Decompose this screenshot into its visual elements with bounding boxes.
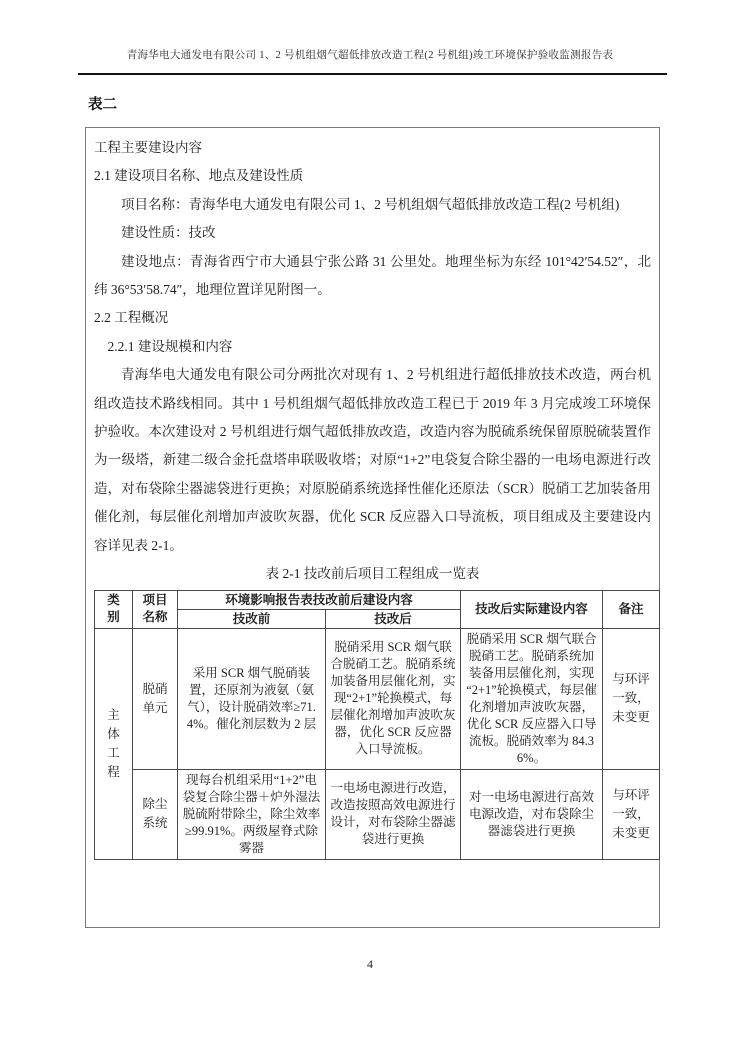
col-header-item-name: 项目名称 (133, 590, 178, 628)
cell-dedusting-remark: 与环评一致，未变更 (603, 769, 660, 859)
section-2-2-1-heading: 2.2.1 建设规模和内容 (107, 338, 233, 354)
table-row-denitration (95, 628, 660, 769)
cell-denitration-after: 脱硝采用 SCR 烟气联合脱硝工艺。脱硝系统加装备用层催化剂，实现“2+1”轮换模式，每层催化剂增加声波吹灰器，优化 SCR 反应器入口导流板。 (326, 628, 461, 769)
box-title: 工程主要建设内容 (94, 140, 202, 155)
location-paragraph: 建设地点：青海省西宁市大通县宁张公路 31 公里处。地理坐标为东经 101°42′54.52″，北纬 36°53′58.74″，地理位置详见附图一。 (94, 253, 651, 298)
document-header: 青海华电大通发电有限公司 1、2 号机组烟气超低排放改造工程(2 号机组)竣工环境保护验收监测报告表 (126, 50, 614, 61)
cell-denitration-remark: 与环评一致，未变更 (603, 628, 660, 769)
table-2-1-title: 表 2-1 技改前后项目工程组成一览表 (265, 566, 480, 582)
col-header-category: 类别 (95, 590, 133, 628)
col-header-before: 技改前 (178, 609, 326, 628)
table-header-row-1 (95, 590, 660, 609)
table-row-dedusting (95, 769, 660, 859)
header-divider (78, 73, 667, 75)
overview-paragraph: 青海华电大通发电有限公司分两批次对现有 1、2 号机组进行超低排放技术改造，两台机组改造技术路线相同。其中 1 号机组烟气超低排放改造工程已于 2019 年 3 月完成竣工环境保护验收。本次建设对 2 号机组进行烟气超低排放改造，改造内容为脱硫系统保留原脱硫装置作为一级塔，新建二级合金托盘塔串联吸收塔；对原“1+2”电袋复合除尘器的一电场电源进行改造，对布袋除尘器滤袋进行更换；对原脱硝系统选择性催化还原法（SCR）脱硝工艺加装备用催化剂，每层催化剂增加声波吹灰器，优化 SCR 反应器入口导流板，项目组成及主要建设内容详见表 2-1。 (94, 367, 651, 553)
table-two-label: 表二 (88, 97, 117, 113)
col-header-actual: 技改后实际建设内容 (461, 590, 603, 628)
cell-dedusting-actual: 对一电场电源进行高效电源改造，对布袋除尘器滤袋进行更换 (461, 769, 603, 859)
cell-dedusting-before: 现每台机组采用“1+2”电袋复合除尘器＋炉外湿法脱硫附带除尘，除尘效率≥99.91%。两级屋脊式除雾器 (178, 769, 326, 859)
project-name-paragraph: 项目名称：青海华电大通发电有限公司 1、2 号机组烟气超低排放改造工程(2 号机组) (121, 196, 620, 212)
page-number: 4 (367, 957, 373, 971)
cell-denitration-actual: 脱硝采用 SCR 烟气联合脱硝工艺。脱硝系统加装备用层催化剂，实现“2+1”轮换模式，每层催化剂增加声波吹灰器，优化 SCR 反应器入口导流板。脱硝效率为 84.36%。 (461, 628, 603, 769)
project-composition-table (94, 590, 660, 860)
cell-dedusting-after: 一电场电源进行改造，改造按照高效电源进行设计，对布袋除尘器滤袋进行更换 (326, 769, 461, 859)
cell-denitration-before: 采用 SCR 烟气脱硝装置，还原剂为液氨（氨气），设计脱硝效率≥71.4%。催化剂层数为 2 层 (178, 628, 326, 769)
col-header-eia-group: 环境影响报告表技改前后建设内容 (178, 590, 461, 609)
cell-item-dedusting: 除尘系统 (133, 769, 178, 859)
section-2-2-heading: 2.2 工程概况 (94, 310, 169, 326)
cell-item-denitration: 脱硝单元 (133, 628, 178, 769)
col-header-remark: 备注 (603, 590, 660, 628)
section-2-1-heading: 2.1 建设项目名称、地点及建设性质 (94, 168, 304, 184)
main-content-box (85, 127, 660, 928)
construction-nature-paragraph: 建设性质：技改 (121, 225, 216, 241)
col-header-after: 技改后 (326, 609, 461, 628)
cell-category-main-project: 主体工程 (95, 628, 133, 859)
